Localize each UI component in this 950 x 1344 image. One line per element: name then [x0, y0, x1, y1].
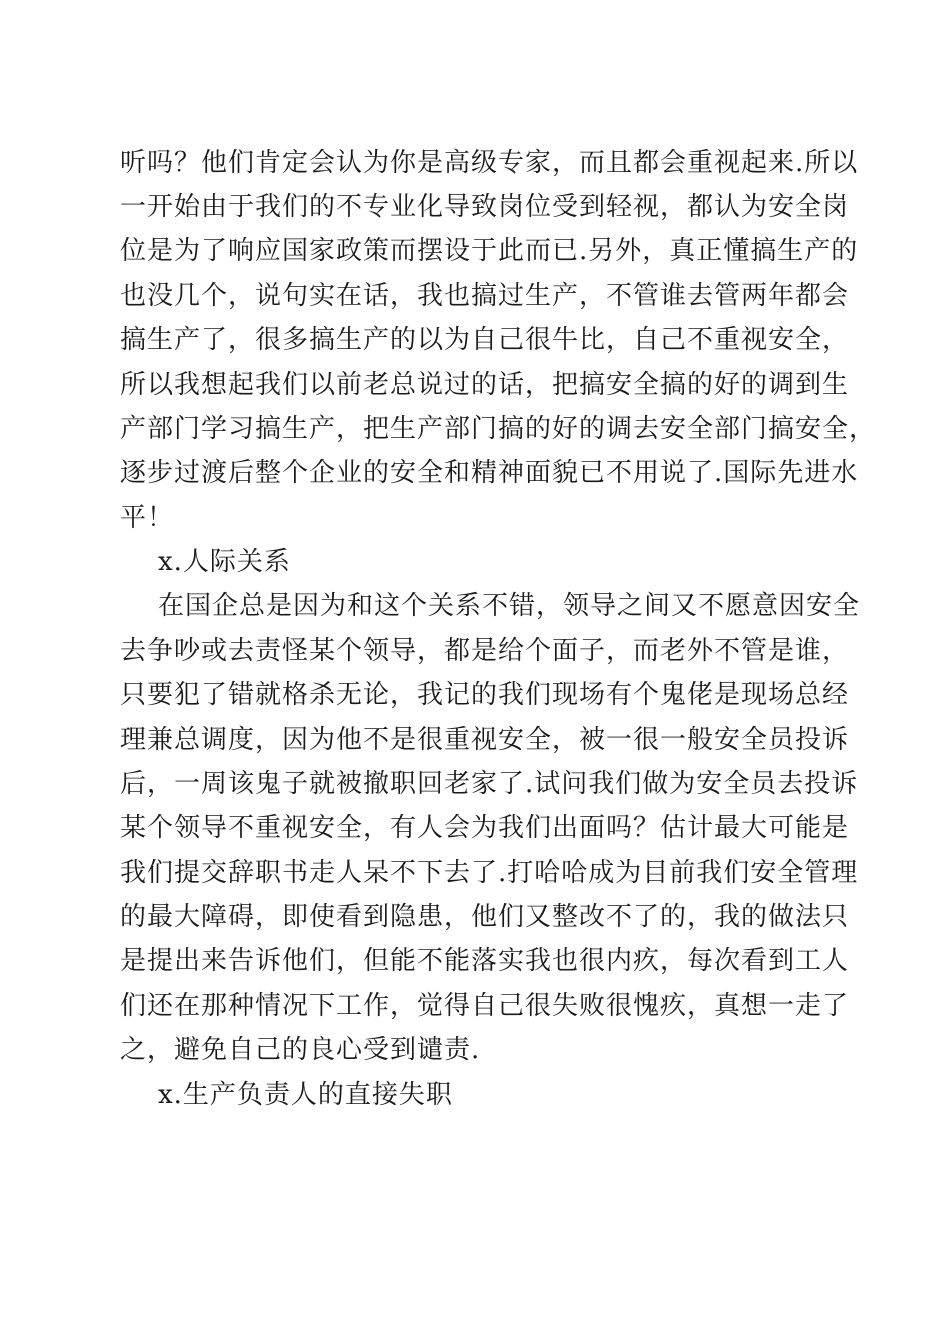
text-line: 后，一周该鬼子就被撤职回老家了.试问我们做为安全员去投诉: [120, 769, 859, 799]
section-heading: x.生产负责人的直接失职: [158, 1080, 453, 1110]
text-line: 去争吵或去责怪某个领导，都是给个面子，而老外不管是谁，: [120, 636, 850, 666]
text-line: 也没几个，说句实在话，我也搞过生产，不管谁去管两年都会: [120, 281, 850, 311]
text-line: 所以我想起我们以前老总说过的话，把搞安全搞的好的调到生: [120, 370, 850, 400]
text-line: 位是为了响应国家政策而摆设于此而已.另外，真正懂搞生产的: [120, 236, 859, 266]
text-line: 产部门学习搞生产，把生产部门搞的好的调去安全部门搞安全，: [120, 414, 877, 444]
text-line: 是提出来告诉他们，但能不能落实我也很内疚，每次看到工人: [120, 946, 850, 976]
text-line: 们还在那种情况下工作，觉得自己很失败很愧疚，真想一走了: [120, 991, 850, 1021]
text-line: 在国企总是因为和这个关系不错，领导之间又不愿意因安全: [158, 591, 861, 621]
text-line: 平！: [120, 503, 175, 533]
text-line: 某个领导不重视安全，有人会为我们出面吗？估计最大可能是: [120, 813, 850, 843]
section-heading: x.人际关系: [158, 547, 291, 577]
text-line: 之，避免自己的良心受到谴责.: [120, 1035, 481, 1065]
text-line: 逐步过渡后整个企业的安全和精神面貌已不用说了.国际先进水: [120, 458, 859, 488]
text-line: 只要犯了错就格杀无论，我记的我们现场有个鬼佬是现场总经: [120, 680, 850, 710]
text-line: 理兼总调度，因为他不是很重视安全，被一很一般安全员投诉: [120, 725, 850, 755]
text-line: 我们提交辞职书走人呆不下去了.打哈哈成为目前我们安全管理: [120, 858, 859, 888]
text-line: 搞生产了，很多搞生产的以为自己很牛比，自己不重视安全，: [120, 325, 850, 355]
text-line: 听吗？他们肯定会认为你是高级专家，而且都会重视起来.所以: [120, 148, 859, 178]
text-line: 的最大障碍，即使看到隐患，他们又整改不了的，我的做法只: [120, 902, 850, 932]
text-line: 一开始由于我们的不专业化导致岗位受到轻视，都认为安全岗: [120, 192, 850, 222]
